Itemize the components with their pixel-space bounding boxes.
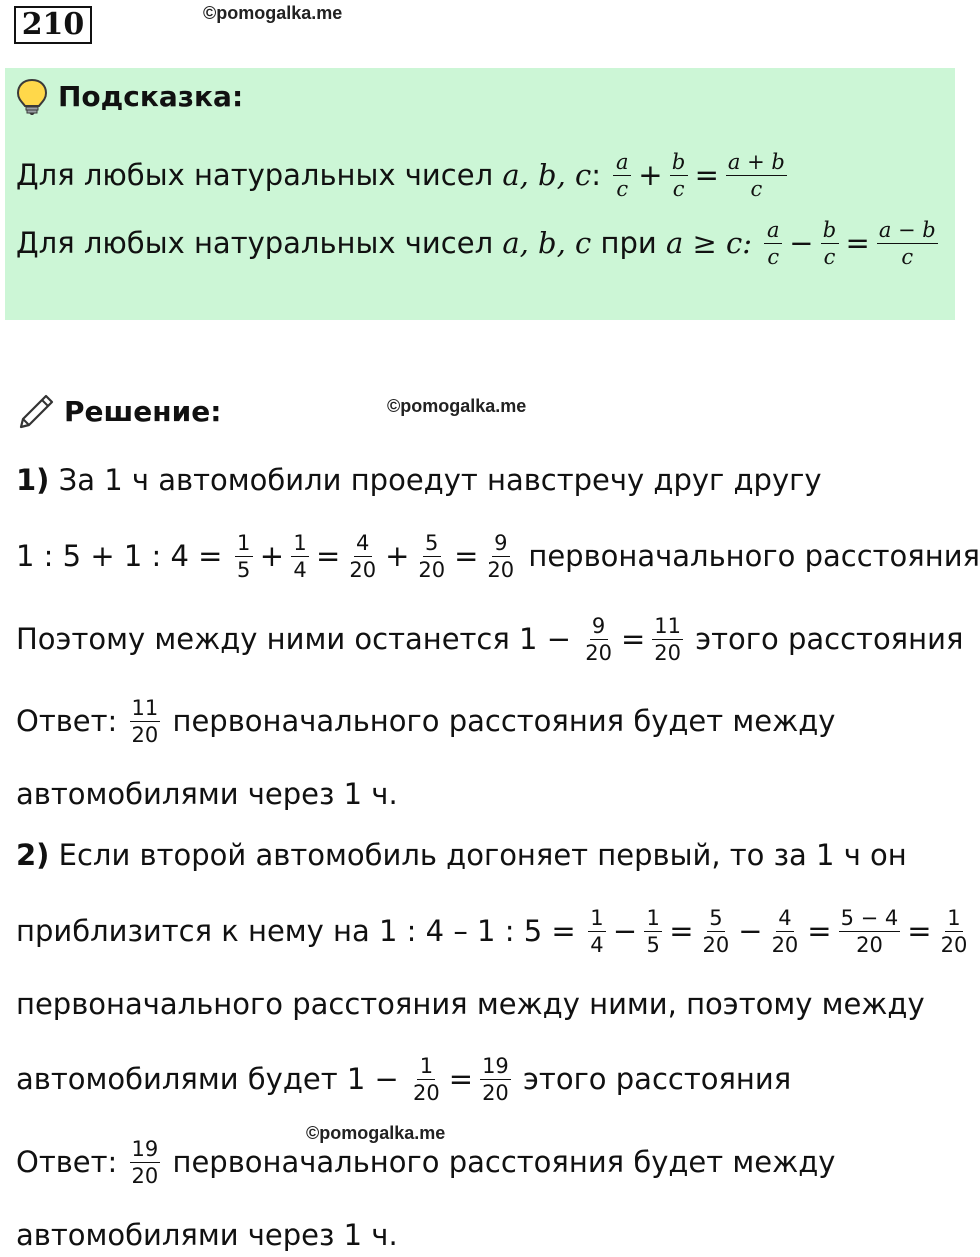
watermark-bottom: ©pomogalka.me: [306, 1123, 446, 1143]
hint-line-2-text: Для любых натуральных чисел: [16, 226, 494, 260]
frac-b-c: $\frac{b}{c}$: [670, 151, 688, 200]
part1-answer: Ответ: $\frac{11}{20}$ первоначального расстояния будет между: [16, 695, 836, 747]
part1-line2: 1 : 5 + 1 : 4 = $\frac{1}{5}$ + $\frac{1}{4}$ = $\frac{4}{20}$ + $\frac{5}{20}$ = $\frac{9}{20}$ первоначального расстояния: [16, 530, 980, 582]
part2-line1: 2) Если второй автомобиль догоняет первый, то за 1 ч он: [16, 838, 907, 872]
part1-answer-line2: автомобилями через 1 ч.: [16, 777, 398, 811]
part1-line1: 1) За 1 ч автомобили проедут навстречу друг другу: [16, 463, 822, 497]
solution-title: Решение:: [64, 395, 222, 428]
hint-line-1-text: Для любых натуральных чисел: [16, 158, 494, 192]
hint-title: Подсказка:: [58, 80, 244, 113]
watermark-middle: ©pomogalka.me: [387, 396, 527, 416]
frac-b-c-2: $\frac{b}{c}$: [821, 219, 839, 268]
hint-vars-1: a, b, c: [502, 158, 592, 192]
frac-diff: $\frac{a - b}{c}$: [878, 217, 936, 269]
part2-line4: автомобилями будет 1 − $\frac{1}{20}$ = $\frac{19}{20}$ этого расстояния: [16, 1053, 792, 1105]
frac-sum: $\frac{a + b}{c}$: [727, 149, 785, 201]
part2-line2: приблизится к нему на 1 : 4 – 1 : 5 = $\frac{1}{4}$ − $\frac{1}{5}$ = $\frac{5}{20}$ − $\frac{4}{20}$ = $\frac{5 - 4}{20}$ = $\frac{1}{20}$: [16, 905, 968, 957]
hint-line-1: Для любых натуральных чисел a, b, c : $\frac{a}{c}$ + $\frac{b}{c}$ = $\frac{a + b}{c}$: [16, 149, 785, 201]
pencil-icon: [16, 392, 56, 432]
lightbulb-icon: [16, 78, 48, 116]
frac-a-c: $\frac{a}{c}$: [613, 151, 631, 200]
hint-line-2: Для любых натуральных чисел a, b, c при a ≥ c: $\frac{a}{c}$ − $\frac{b}{c}$ = $\frac{a - b}{c}$: [16, 217, 936, 269]
hint-condition: a ≥ c:: [665, 226, 752, 260]
problem-number: 210: [14, 6, 92, 44]
part2-line3: первоначального расстояния между ними, поэтому между: [16, 987, 925, 1021]
part2-answer: Ответ: $\frac{19}{20}$ первоначального расстояния будет между: [16, 1136, 836, 1188]
hint-vars-2: a, b, c: [502, 226, 592, 260]
hint-when: при: [600, 226, 657, 260]
part2-answer-line2: автомобилями через 1 ч.: [16, 1218, 398, 1252]
solution-title-row: [16, 392, 221, 432]
watermark-top: ©pomogalka.me: [203, 3, 343, 23]
part1-line3: Поэтому между ними останется 1 − $\frac{9}{20}$ = $\frac{11}{20}$ этого расстояния: [16, 613, 964, 665]
frac-a-c-2: $\frac{a}{c}$: [764, 219, 782, 268]
hint-title-row: [16, 78, 243, 116]
